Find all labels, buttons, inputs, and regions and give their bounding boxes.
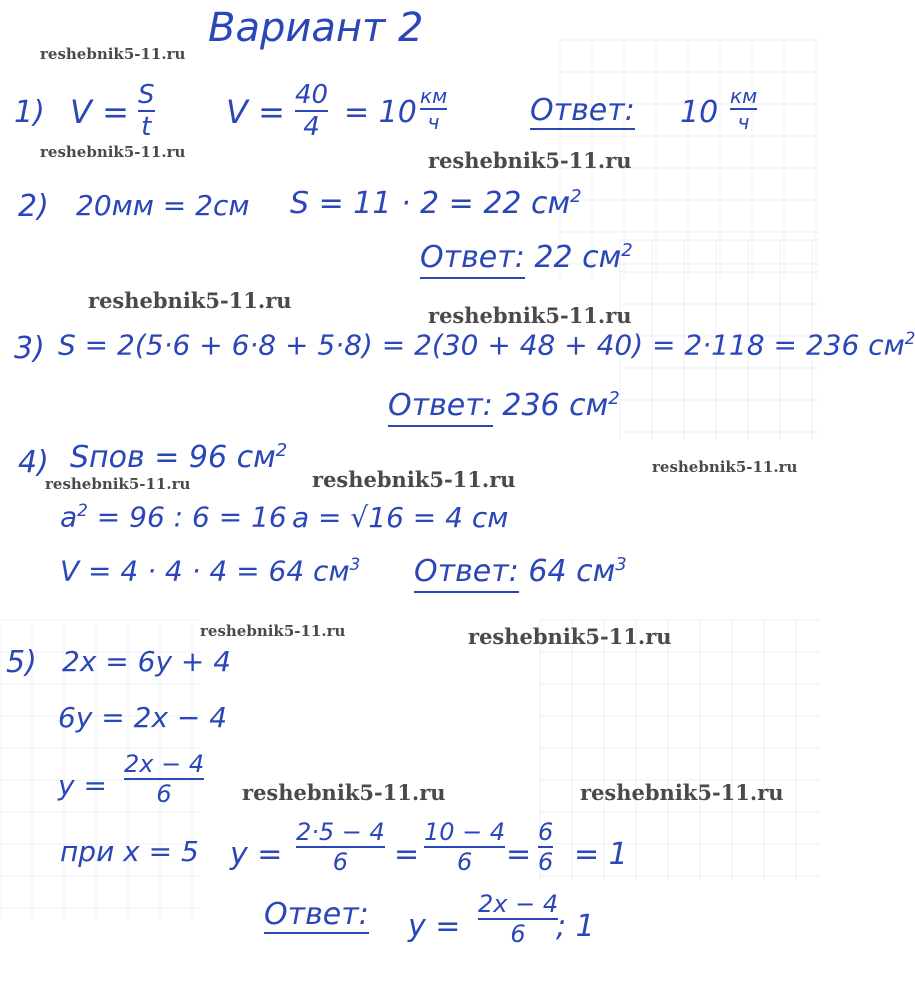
unit-conversion: 20мм = 2см — [76, 189, 250, 222]
answer-unit — [730, 86, 757, 132]
calc-unit — [420, 86, 447, 132]
watermark: reshebnik5-11.ru — [428, 303, 632, 328]
calc-eq-2: = — [506, 837, 532, 872]
calc-lhs: y = — [230, 837, 283, 872]
calc-fraction-3 — [538, 820, 553, 874]
denominator: 6 — [332, 848, 349, 876]
answer-value: 10 — [680, 95, 719, 130]
watermark: reshebnik5-11.ru — [468, 624, 672, 649]
answer — [388, 390, 620, 421]
numerator: S — [138, 80, 155, 110]
answer-label: Ответ: — [420, 240, 525, 279]
exponent: 2 — [570, 186, 582, 207]
volume-expression: V = 4 · 4 · 4 = 64 см — [60, 554, 350, 588]
equation-line-1: 2x = 6y + 4 — [62, 645, 232, 678]
exponent: 3 — [615, 554, 627, 575]
page-title: Вариант 2 — [208, 5, 424, 51]
denominator: 6 — [510, 920, 526, 948]
edge-squared — [60, 500, 287, 534]
answer-label: Ответ: — [414, 554, 519, 593]
watermark: reshebnik5-11.ru — [88, 288, 292, 313]
calc-fraction-2 — [424, 820, 505, 874]
watermark: reshebnik5-11.ru — [40, 45, 186, 63]
calc-eq-1: = — [394, 837, 420, 872]
numerator: 40 — [295, 80, 329, 110]
unit-denominator: ч — [737, 110, 750, 134]
denominator: 6 — [538, 848, 554, 876]
answer-tail: ; 1 — [556, 909, 595, 944]
denominator: 6 — [456, 848, 473, 876]
exponent: 2 — [275, 440, 288, 461]
exponent: 2 — [77, 500, 88, 520]
edge-value: a = √16 = 4 см — [292, 501, 509, 534]
watermark: reshebnik5-11.ru — [40, 143, 186, 161]
numerator: 2x − 4 — [478, 890, 559, 918]
answer — [414, 556, 627, 587]
equation-line-3-fraction — [124, 752, 204, 806]
task-number: 5) — [6, 645, 37, 680]
task-number: 1) — [14, 95, 45, 130]
calc-fraction — [295, 82, 328, 140]
numerator: 2x − 4 — [124, 750, 205, 778]
watermark: reshebnik5-11.ru — [45, 475, 191, 493]
denominator: 4 — [303, 112, 320, 142]
condition: при x = 5 — [60, 835, 199, 868]
exponent: 2 — [608, 388, 620, 409]
answer-value: 236 см — [502, 388, 609, 423]
answer-label: Ответ: — [264, 897, 369, 932]
unit-numerator: км — [730, 84, 758, 108]
volume-calc — [60, 554, 361, 588]
task-number: 4) — [18, 445, 49, 480]
numerator: 2·5 − 4 — [296, 818, 385, 846]
answer — [420, 242, 633, 273]
answer-fraction — [478, 892, 558, 946]
exponent: 3 — [349, 554, 361, 574]
task-number: 2) — [18, 189, 49, 224]
edge-var: a — [60, 500, 78, 534]
watermark: reshebnik5-11.ru — [200, 622, 346, 640]
surface-expression — [58, 328, 915, 362]
given-expression: Sпов = 96 см — [70, 440, 276, 475]
expression: S = 2(5·6 + 6·8 + 5·8) = 2(30 + 48 + 40) = 2·118 = 236 см — [58, 328, 905, 362]
answer-value: 22 см — [534, 240, 622, 275]
watermark: reshebnik5-11.ru — [242, 780, 446, 805]
calc-fraction-1 — [296, 820, 385, 874]
unit-denominator: ч — [427, 110, 440, 134]
answer-value: 64 см — [528, 554, 616, 589]
task-number: 3) — [14, 331, 45, 366]
unit-numerator: км — [420, 84, 448, 108]
watermark: reshebnik5-11.ru — [312, 467, 516, 492]
answer-lhs: y = — [408, 909, 461, 944]
numerator: 6 — [538, 818, 554, 846]
watermark: reshebnik5-11.ru — [580, 780, 784, 805]
area-calc — [290, 188, 582, 219]
watermark: reshebnik5-11.ru — [428, 148, 632, 173]
calc-lhs: V = — [226, 93, 285, 131]
given-area — [70, 442, 287, 473]
numerator: 10 − 4 — [424, 818, 506, 846]
answer-label: Ответ: — [388, 388, 493, 427]
area-expression: S = 11 · 2 = 22 см — [290, 186, 571, 221]
formula-lhs: V = — [70, 93, 129, 131]
edge-squared-rest: = 96 : 6 = 16 — [96, 500, 287, 534]
formula-fraction — [138, 82, 155, 140]
equation-line-3-lhs: y = — [58, 769, 107, 802]
equation-line-2: 6y = 2x − 4 — [58, 701, 228, 734]
exponent: 2 — [904, 328, 915, 348]
watermark: reshebnik5-11.ru — [652, 458, 798, 476]
denominator: 6 — [156, 780, 172, 808]
calc-result: = 10 — [344, 95, 417, 130]
exponent: 2 — [621, 240, 633, 261]
calc-eq-3: = 1 — [574, 837, 628, 872]
denominator: t — [141, 112, 152, 142]
answer-label: Ответ: — [530, 93, 635, 128]
